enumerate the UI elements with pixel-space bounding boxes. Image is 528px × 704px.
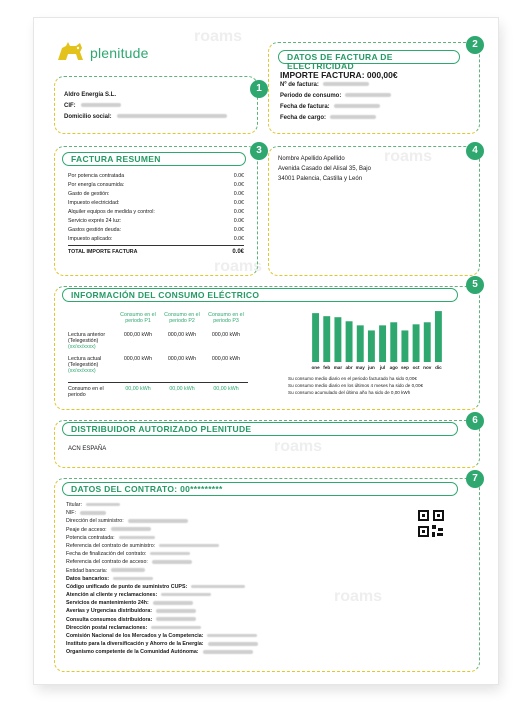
contract-field-row [66, 518, 366, 526]
redacted-value [207, 634, 257, 638]
contract-field-row [66, 633, 366, 641]
contract-field-row [66, 584, 366, 592]
contract-field-row [66, 608, 366, 616]
contract-field-label: NIF: [66, 510, 77, 517]
contract-field-row [66, 527, 366, 535]
invoice-data [280, 70, 470, 126]
invoice-field-label: Fecha de cargo: [280, 115, 327, 121]
chart-bar [390, 322, 397, 362]
col-header-p1: Consumo en el periodo P1 [120, 312, 156, 324]
chart-bar [401, 330, 408, 362]
contract-field-label: Atención al cliente y reclamaciones: [66, 592, 158, 599]
contract-field-label: Servicios de mantenimiento 24h: [66, 600, 149, 607]
meter-reading-value: 000,00 kWh [123, 356, 153, 362]
chart-bar [334, 317, 341, 362]
chart-tick-label: sep [400, 365, 409, 370]
section-badge-3: 3 [250, 142, 268, 160]
contract-field-label: Averías y Urgencias distribuidora: [66, 608, 153, 615]
chart-tick-label: ago [389, 365, 398, 370]
col-header-p2: Consumo en el periodo P2 [164, 312, 200, 324]
customer-address [278, 156, 468, 186]
redacted-value [153, 601, 193, 605]
col-header-p3: Consumo en el periodo P3 [208, 312, 244, 324]
redacted-value [111, 527, 151, 531]
brand-logo [56, 40, 149, 66]
contract-field-label: Potencia contratada: [66, 534, 115, 541]
meter-reading-value: 000,00 kWh [167, 332, 197, 338]
contract-field-row [66, 535, 366, 543]
meter-reading-date: (xx/xx/xxxx) [68, 344, 96, 350]
contract-field-label: Fecha de finalización del contrato: [66, 551, 147, 558]
invoice-field-row [280, 104, 470, 115]
invoice-field-row [280, 115, 470, 126]
contract-fields [66, 502, 366, 658]
contract-field-label: Consulta consumos distribuidora: [66, 616, 153, 623]
contract-field-row [66, 551, 366, 559]
summary-row-value: 0.0€ [233, 226, 244, 233]
redacted-value [330, 115, 376, 119]
contract-field-label: Peaje de acceso: [66, 526, 107, 533]
summary-row-label: Por potencia contratada [68, 172, 125, 179]
dog-logo-icon [56, 40, 86, 66]
redacted-value [152, 560, 192, 564]
contract-field-label: Instituto para la diversificación y Ahorro de la Energía: [66, 641, 204, 648]
summary-row-value: 0.0€ [233, 217, 244, 224]
redacted-value [191, 585, 245, 589]
consumption-header-row [68, 312, 248, 332]
section-title-contract: DATOS DEL CONTRATO: 00********* [62, 482, 458, 496]
contract-field-row [66, 502, 366, 510]
contract-field-label: Código unificado de punto de suministro CUPS: [66, 583, 188, 590]
meter-reading-label [68, 356, 116, 380]
watermark: roams [384, 148, 433, 165]
summary-row-label: Alquiler equipos de medida y control: [68, 208, 155, 215]
summary-row [68, 189, 244, 198]
contract-field-row [66, 600, 366, 608]
invoice-field-label: Nº de factura: [280, 82, 319, 88]
customer-address-line2: 34001 Palencia, Castilla y León [278, 176, 363, 182]
summary-row-label: Por energía consumida: [68, 181, 125, 188]
qr-code-icon [418, 510, 444, 538]
consumption-note: Su consumo medio diario en los últimos 4 meses ha sido de 0,00€ [288, 383, 424, 388]
redacted-value [156, 609, 196, 613]
contract-field-row [66, 617, 366, 625]
chart-bar [323, 316, 330, 362]
section-title-consumption: INFORMACIÓN DEL CONSUMO ELÉCTRICO [62, 288, 458, 302]
chart-bar [357, 325, 364, 362]
contract-field-row [66, 641, 366, 649]
redacted-value [80, 511, 106, 515]
summary-total-value: 0.0€ [232, 248, 244, 255]
contract-field-row [66, 568, 366, 576]
contract-field-row [66, 649, 366, 657]
redacted-value [345, 93, 391, 97]
summary-row [68, 180, 244, 189]
meter-reading-value: 000,00 kWh [167, 356, 197, 362]
contract-field-row [66, 510, 366, 518]
summary-row-value: 0.0€ [233, 172, 244, 179]
summary-row [68, 234, 244, 243]
summary-total-row [68, 245, 244, 257]
consumption-table [68, 312, 248, 398]
contract-field-label: Referencia del contrato de suministro: [66, 542, 156, 549]
chart-tick-label: nov [423, 365, 432, 370]
contract-field-row [66, 543, 366, 551]
company-info [64, 92, 244, 125]
invoice-field-row [280, 93, 470, 104]
consumption-total-label: Consumo en el periodo [68, 386, 104, 398]
invoice-field-row [280, 82, 470, 93]
redacted-value [159, 544, 219, 548]
chart-bar [413, 324, 420, 362]
cif-label: CIF: [64, 103, 76, 109]
redacted-value [150, 552, 190, 556]
invoice-amount: IMPORTE FACTURA: 000,00€ [280, 70, 398, 80]
meter-reading-name: Lectura anterior (Telegestión) [68, 332, 106, 344]
chart-bar [312, 313, 319, 362]
distributor-name: ACN ESPAÑA [68, 446, 107, 452]
summary-row-value: 0.0€ [233, 190, 244, 197]
brand-name: plenitude [90, 45, 149, 61]
redacted-value [156, 617, 196, 621]
invoice-field-label: Periodo de consumo: [280, 93, 342, 99]
summary-row-value: 0.0€ [233, 199, 244, 206]
watermark: roams [194, 28, 243, 45]
chart-tick-label: mar [333, 365, 343, 370]
chart-bar [424, 322, 431, 362]
consumption-total-p2: 00,00 kWh [169, 386, 195, 392]
chart-bar [346, 321, 353, 362]
section-badge-7: 7 [466, 470, 484, 488]
consumption-notes [288, 376, 468, 397]
cif-row [64, 103, 244, 114]
redacted-value [151, 626, 201, 630]
redacted-value [86, 503, 120, 507]
contract-field-label: Comisión Nacional de los Mercados y la Competencia: [66, 633, 204, 639]
watermark: roams [274, 438, 323, 455]
chart-tick-label: jun [367, 365, 375, 370]
meter-reading-value: 000,00 kWh [123, 332, 153, 338]
consumption-note: Su consumo medio diario en el periodo facturado ha sido 0,00€ [288, 376, 417, 381]
consumption-total-p3: 00,00 kWh [213, 386, 239, 392]
summary-total-label: TOTAL IMPORTE FACTURA [68, 248, 138, 255]
summary-row-label: Impuesto electricidad: [68, 199, 120, 206]
section-title-distributor: DISTRIBUIDOR AUTORIZADO PLENITUDE [62, 422, 458, 436]
redacted-value [119, 536, 155, 540]
customer-name: Nombre Apellido Apellido [278, 156, 345, 162]
watermark: roams [214, 258, 263, 275]
contract-field-label: Dirección del suministro: [66, 518, 124, 525]
section-badge-6: 6 [466, 412, 484, 430]
section-badge-2: 2 [466, 36, 484, 54]
contract-field-label: Dirección postal reclamaciones: [66, 624, 148, 631]
section-title-summary: FACTURA RESUMEN [62, 152, 246, 166]
invoice-page [34, 18, 498, 684]
invoice-field-label: Fecha de factura: [280, 104, 330, 110]
chart-bar [379, 325, 386, 362]
summary-row [68, 216, 244, 225]
chart-bar [435, 311, 442, 362]
redacted-value [334, 104, 380, 108]
contract-field-label: Referencia del contrato de acceso: [66, 559, 148, 566]
chart-bar [368, 330, 375, 362]
summary-row [68, 198, 244, 207]
redacted-value [111, 568, 145, 572]
contract-field-row [66, 576, 366, 584]
redacted-value [128, 519, 188, 523]
redacted-value [81, 103, 121, 107]
redacted-value [323, 82, 369, 86]
meter-reading-label [68, 332, 116, 356]
chart-tick-label: feb [323, 365, 331, 370]
redacted-value [117, 114, 227, 118]
section-badge-4: 4 [466, 142, 484, 160]
chart-tick-label: jul [379, 365, 386, 370]
section-title-invoice-data: DATOS DE FACTURA DE ELECTRICIDAD [278, 50, 460, 64]
chart-tick-label: oct [412, 365, 420, 370]
chart-tick-label: abr [345, 365, 353, 370]
summary-row-label: Servicio exprés 24 luz: [68, 217, 122, 224]
section-badge-5: 5 [466, 276, 484, 294]
summary-row [68, 225, 244, 234]
chart-tick-label: may [355, 365, 365, 370]
contract-field-label: Entidad bancaria: [66, 567, 108, 574]
contract-field-label: Titular: [66, 502, 82, 508]
domicilio-label: Domicilio social: [64, 114, 112, 120]
consumption-total-p1: 00,00 kWh [125, 386, 151, 392]
redacted-value [208, 642, 258, 646]
domicilio-row [64, 114, 244, 125]
summary-row [68, 171, 244, 180]
summary-table [68, 171, 244, 257]
summary-row-value: 0.0€ [233, 235, 244, 242]
summary-row-label: Impuesto aplicado: [68, 235, 113, 242]
contract-field-label: Organismo competente de la Comunidad Autónoma: [66, 649, 199, 656]
redacted-value [161, 593, 211, 597]
meter-reading-value: 000,00 kWh [211, 332, 241, 338]
contract-field-row [66, 625, 366, 633]
contract-field-row [66, 559, 366, 567]
summary-row-value: 0.0€ [233, 181, 244, 188]
customer-address-line1: Avenida Casado del Alisal 35, Bajo [278, 166, 371, 172]
summary-row [68, 207, 244, 216]
summary-row-label: Gasto de gestión: [68, 190, 110, 197]
summary-row-label: Gastos gestión deuda: [68, 226, 122, 233]
consumption-note: Su consumo acumulado del último año ha sido de 0,00 kWh [288, 390, 411, 395]
chart-tick-label: one [311, 365, 320, 370]
summary-row-value: 0.0€ [233, 208, 244, 215]
meter-reading-row [68, 332, 248, 356]
contract-field-label: Datos bancarios: [66, 575, 109, 582]
section-badge-1: 1 [250, 80, 268, 98]
consumption-total-row [68, 382, 248, 398]
redacted-value [203, 650, 253, 654]
company-name: Aldro Energía S.L. [64, 92, 117, 98]
meter-reading-row [68, 356, 248, 380]
contract-field-row [66, 592, 366, 600]
meter-reading-value: 000,00 kWh [211, 356, 241, 362]
meter-reading-name: Lectura actual (Telegestión) [68, 356, 102, 368]
watermark: roams [334, 588, 383, 605]
invoice-fields [280, 82, 470, 126]
redacted-value [113, 577, 153, 581]
consumption-bar-chart [310, 306, 444, 370]
chart-tick-label: dic [435, 365, 442, 370]
meter-reading-date: (xx/xx/xxxx) [68, 368, 96, 374]
